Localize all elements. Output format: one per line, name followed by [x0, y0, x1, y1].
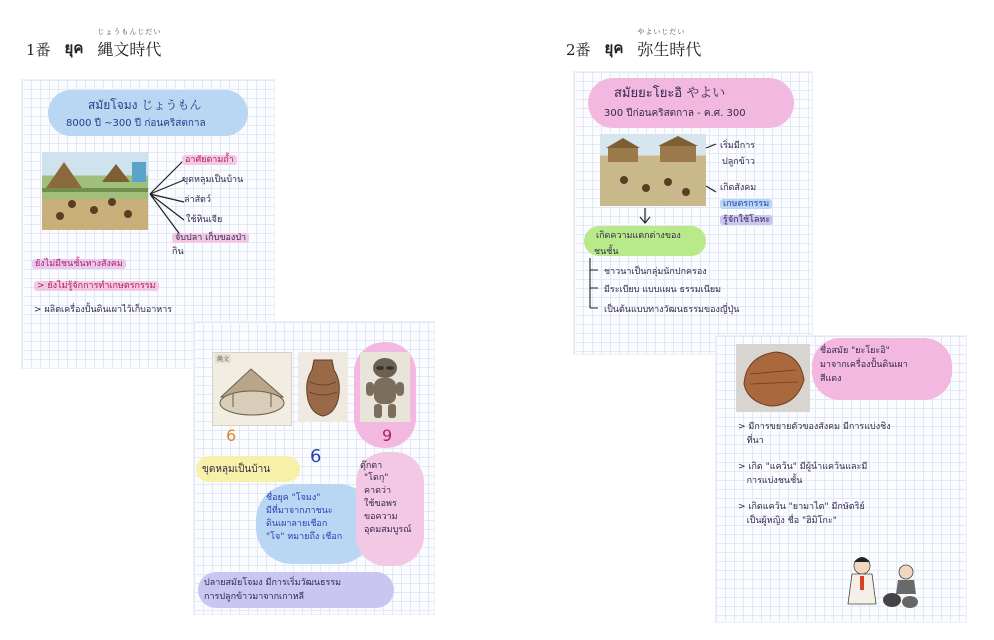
arrow-mark-right: 9 [382, 426, 393, 445]
bullet-2: > ยังไม่รู้จักการทำเกษตรกรรม [34, 278, 159, 292]
side-note-1: เริ่มมีการ [720, 141, 756, 151]
era-label: ยุค [64, 39, 84, 57]
era-name-japanese [97, 28, 162, 60]
dogu-figurine [360, 352, 410, 422]
branch-note-6: กิน [172, 247, 184, 257]
side-note-4: เกษตรกรรม [720, 196, 772, 210]
down-arrow [638, 208, 652, 226]
side-note-5: รู้จักใช้โลหะ [720, 212, 773, 226]
pottery-vessel [736, 344, 810, 412]
era-name-text: 弥生時代 [637, 40, 702, 59]
dogu-note-body: "โดกุ" คาดว่า ใช้ขอพร ขอความ อุดมสมบูรณ์ [364, 473, 412, 535]
bullet-2: มีระเบียบ แบบแผน ธรรมเนียม [604, 285, 722, 295]
branch-note-5: จับปลา เก็บของป่า [172, 230, 249, 244]
section-number: 1番 [26, 41, 51, 59]
diagram-caption-tag: 縄文 [217, 356, 230, 363]
section-number: 2番 [566, 41, 591, 59]
side-note-2: ปลูกข้าว [722, 157, 755, 167]
era-name-ruby: やよいじだい [637, 28, 686, 36]
pottery-vessel [298, 352, 348, 422]
page-title: สมัยโจมง じょうもん [88, 98, 202, 112]
bullet-3: > ผลิตเครื่องปั้นดินเผาไว้เก็บอาหาร [34, 305, 173, 315]
pit-house-note: ขุดหลุมเป็นบ้าน [202, 464, 271, 475]
bracket-arrows [586, 258, 600, 318]
era-label: ยุค [604, 39, 624, 57]
page-subtitle: 8000 ปี ~300 ปี ก่อนคริสตกาล [66, 118, 206, 129]
notebook-page-jomon-artifacts [194, 322, 434, 614]
page-title: สมัยยะโยะอิ やよい [614, 86, 726, 101]
pit-dwelling-drawing [213, 353, 291, 425]
era-name-text: 縄文時代 [97, 40, 162, 59]
class-note-line-2: ชนชั้น [594, 247, 619, 257]
bullet-1: ชาวนาเป็นกลุ่มนักปกครอง [604, 267, 707, 277]
section-heading-yayoi [566, 28, 702, 60]
himiko-figure [840, 550, 926, 616]
dogu-figurine-photo [360, 352, 410, 422]
pit-dwelling-diagram [212, 352, 292, 426]
side-arrows [704, 138, 718, 208]
bullet-2: > เกิด "แคว้น" มีผู้นำแคว้นและมี การแบ่งชนชั้น [738, 462, 868, 486]
pottery-note: ชื่อยุค "โจมง" มีที่มาจากภาชนะ ดินเผาลายเชือก "โจ" หมายถึง เชือก [266, 493, 343, 542]
branch-note-4: ใช้หินเจีย [186, 215, 223, 225]
bullet-1: ยังไม่มีชนชั้นทางสังคม [32, 256, 126, 270]
branch-note-1: อาศัยตามถ้ำ [182, 152, 237, 166]
arrow-mark-middle: 6 [310, 446, 322, 467]
era-name-ruby: じょうもんじだい [97, 28, 162, 36]
bullet-1: > มีการขยายตัวของสังคม มีการแบ่งชิง ที่นา [738, 422, 891, 446]
branch-note-3: ล่าสัตว์ [184, 195, 211, 205]
class-note-line-1: เกิดความแตกต่างของ [596, 231, 681, 241]
village-scene [42, 152, 148, 230]
side-note-3: เกิดสังคม [720, 183, 757, 193]
yayoi-scene [600, 134, 706, 206]
footer-note: ปลายสมัยโจมง มีการเริ่มวัฒนธรรม การปลูกข้าวมาจากเกาหลี [204, 578, 342, 602]
arrow-mark-left: 6 [226, 426, 237, 445]
notebook-page-yayoi-details [716, 336, 966, 622]
yayoi-village-illustration [600, 134, 706, 206]
bullet-3: เป็นต้นแบบทางวัฒนธรรมของญี่ปุ่น [604, 305, 740, 315]
dogu-note-title: ตุ๊กตา [360, 461, 383, 471]
jomon-village-illustration [42, 152, 148, 230]
section-heading-jomon [26, 28, 162, 60]
jomon-pottery-photo [298, 352, 348, 422]
himiko-illustration [840, 550, 926, 616]
bullet-3: > เกิดแคว้น "ยามาไต" มีกษัตริย์ เป็นผู้หญิง ชื่อ "ฮิมิโกะ" [738, 502, 865, 526]
era-name-japanese [637, 28, 702, 60]
branch-note-2: ขุดหลุมเป็นบ้าน [182, 175, 244, 185]
top-note: ชื่อสมัย "ยะโยะอิ" มาจากเครื่องปั้นดินเผา สีแดง [820, 346, 908, 384]
notebook-page-yayoi-summary [574, 72, 812, 354]
page-subtitle: 300 ปีก่อนคริสตกาล - ค.ศ. 300 [604, 108, 746, 119]
yayoi-pottery-photo [736, 344, 810, 412]
